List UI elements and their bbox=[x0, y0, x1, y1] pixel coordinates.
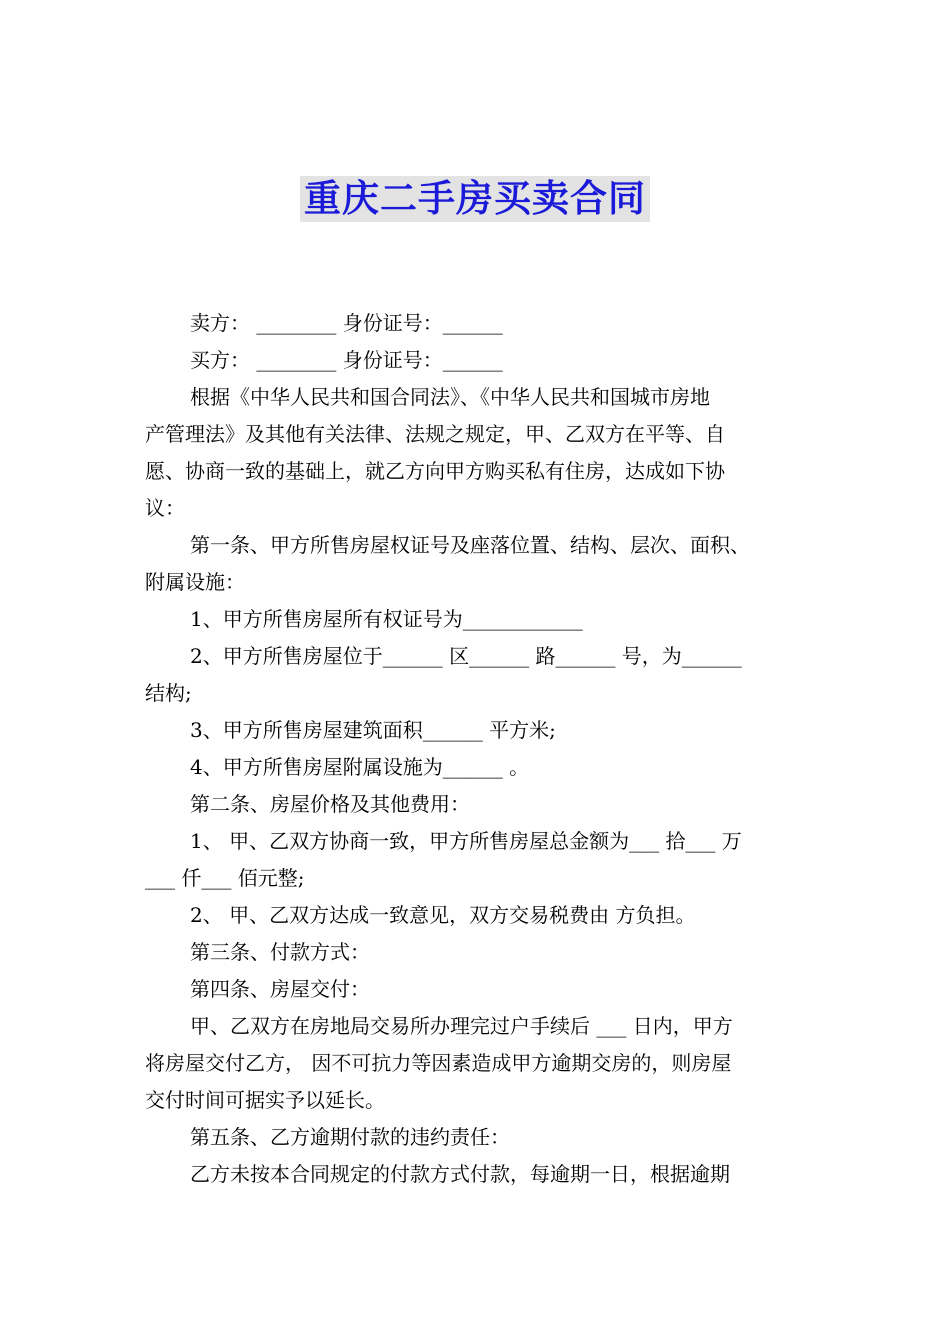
article-1-heading-line-2: 附属设施： bbox=[145, 570, 245, 594]
article-5-heading: 第五条、乙方逾期付款的违约责任： bbox=[190, 1125, 510, 1149]
article-2-item-1-line-1: 1、 甲、乙双方协商一致，甲方所售房屋总金额为___ 拾___ 万 bbox=[190, 829, 742, 853]
article-2-item-2: 2、 甲、乙双方达成一致意见，双方交易税费由 方负担。 bbox=[190, 903, 696, 927]
document-title: 重庆二手房买卖合同 bbox=[300, 176, 650, 222]
seller-line: 卖方： ________ 身份证号：______ bbox=[190, 311, 503, 335]
article-3-heading: 第三条、付款方式： bbox=[190, 940, 370, 964]
article-4-heading: 第四条、房屋交付： bbox=[190, 977, 370, 1001]
article-5-text-line-1: 乙方未按本合同规定的付款方式付款，每逾期一日，根据逾期 bbox=[190, 1162, 730, 1186]
preamble-line-1: 根据《中华人民共和国合同法》、《中华人民共和国城市房地 bbox=[190, 385, 710, 409]
article-4-text-line-2: 将房屋交付乙方， 因不可抗力等因素造成甲方逾期交房的，则房屋 bbox=[145, 1051, 732, 1075]
article-1-item-1: 1、甲方所售房屋所有权证号为____________ bbox=[190, 607, 583, 631]
preamble-line-3: 愿、协商一致的基础上，就乙方向甲方购买私有住房，达成如下协 bbox=[145, 459, 725, 483]
article-1-item-4: 4、甲方所售房屋附属设施为______ 。 bbox=[190, 755, 530, 779]
title-container bbox=[0, 176, 950, 222]
article-2-heading: 第二条、房屋价格及其他费用： bbox=[190, 792, 470, 816]
article-1-heading-line-1: 第一条、甲方所售房屋权证号及座落位置、结构、层次、面积、 bbox=[190, 533, 750, 557]
article-2-item-1-line-2: ___ 仟___ 佰元整; bbox=[145, 866, 305, 890]
article-1-item-3: 3、甲方所售房屋建筑面积______ 平方米; bbox=[190, 718, 556, 742]
document-body bbox=[145, 305, 825, 1193]
article-4-text-line-3: 交付时间可据实予以延长。 bbox=[145, 1088, 385, 1112]
article-4-text-line-1: 甲、乙双方在房地局交易所办理完过户手续后 ___ 日内，甲方 bbox=[190, 1014, 733, 1038]
article-1-item-2-line-1: 2、甲方所售房屋位于______ 区______ 路______ 号，为______ bbox=[190, 644, 742, 668]
preamble-line-2: 产管理法》及其他有关法律、法规之规定，甲、乙双方在平等、自 bbox=[145, 422, 725, 446]
preamble-line-4: 议： bbox=[145, 496, 185, 520]
article-1-item-2-line-2: 结构; bbox=[145, 681, 192, 705]
buyer-line: 买方： ________ 身份证号：______ bbox=[190, 348, 503, 372]
